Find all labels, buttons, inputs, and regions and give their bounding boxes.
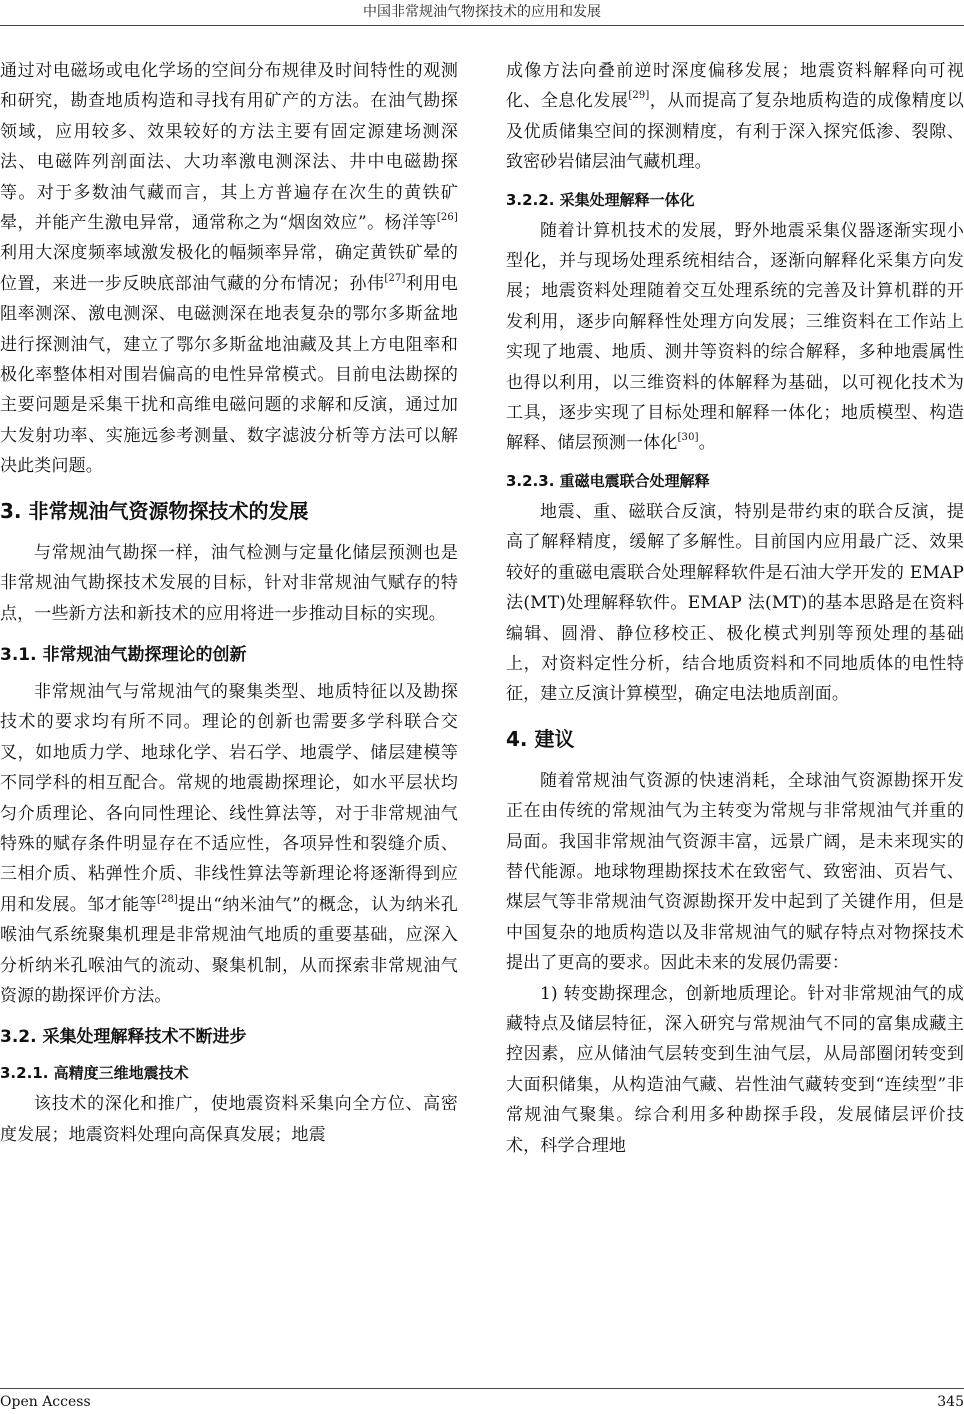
section-3-1-paragraph: 非常规油气与常规油气的聚集类型、地质特征以及勘探技术的要求均有所不同。理论的创新也需要多学科联合交叉，如地质力学、地球化学、岩石学、地震学、储层建模等不同学科的相互配合。常规的地震勘探理论，如水平层状均匀介质理论、各向同性理论、线性算法等，对于非常规油气特殊的赋存条件明显存在不适应性，各项异性和裂缝介质、三相介质、粘弹性介质、非线性算法等新理论将逐渐得到应用和发展。邹才能等[28]提出“纳米油气”的概念，认为纳米孔喉油气系统聚集机理是非常规油气地质的重要基础，应深入分析纳米孔喉油气的流动、聚集机制，从而探索非常规油气资源的勘探评价方法。	[0, 681, 458, 1006]
section-4-heading: 4. 建议	[506, 726, 575, 751]
section-3-2-3-paragraph: 地震、重、磁联合反演，特别是带约束的联合反演，提高了解释精度，缓解了多解性。目前国内应用最广泛、效果较好的重磁电震联合处理解释软件是石油大学开发的 EMAP 法(MT)处理解释软件。EMAP 法(MT)的基本思路是在资料编辑、圆滑、静位移校正、极化模式判别等预处理的基础上，对资料定性分析，结合地质资料和不同地质体的电性特征，建立反演计算模型，确定电法地质剖面。	[506, 501, 964, 705]
section-3-2-heading: 3.2. 采集处理解释技术不断进步	[0, 1027, 247, 1048]
running-header: 中国非常规油气物探技术的应用和发展	[363, 4, 601, 20]
section-3-1-heading: 3.1. 非常规油气勘探理论的创新	[0, 644, 247, 665]
footer-rule	[0, 1388, 964, 1389]
paragraph-electrical-prospecting: 通过对电磁场或电化学场的空间分布规律及时间特性的观测和研究，勘查地质构造和寻找有用矿产的方法。在油气勘探领域，应用较多、效果较好的方法主要有固定源建场测深法、电磁阵列剖面法、大功率激电测深法、井中电磁勘探等。对于多数油气藏而言，其上方普遍存在次生的黄铁矿晕，并能产生激电异常，通常称之为“烟囱效应”。杨洋等[26]利用大深度频率域激发极化的幅频率异常，确定黄铁矿晕的位置，来进一步反映底部油气藏的分布情况；孙伟[27]利用电阻率测深、激电测深、电磁测深在地表复杂的鄂尔多斯盆地进行探测油气，建立了鄂尔多斯盆地油藏及其上方电阻率和极化率整体相对围岩偏高的电性异常模式。目前电法勘探的主要问题是采集干扰和高维电磁问题的求解和反演，通过加大发射功率、实施远参考测量、数字滤波分析等方法可以解决此类问题。	[0, 61, 458, 477]
footer-open-access: Open Access	[0, 1394, 91, 1410]
page-number: 345	[937, 1394, 964, 1410]
section-3-2-3-heading: 3.2.3. 重磁电震联合处理解释	[506, 471, 710, 490]
section-3-heading: 3. 非常规油气资源物探技术的发展	[0, 498, 309, 523]
section-4-paragraph: 随着常规油气资源的快速消耗，全球油气资源勘探开发正在由传统的常规油气为主转变为常规与非常规油气并重的局面。我国非常规油气资源丰富，远景广阔，是未来现实的替代能源。地球物理勘探技术在致密气、致密油、页岩气、煤层气等非常规油气资源勘探开发中起到了关键作用，但是中国复杂的地质构造以及非常规油气的赋存特点对物探技术提出了更高的要求。因此未来的发展仍需要：	[506, 770, 964, 974]
header-rule	[0, 25, 964, 26]
right-column	[506, 56, 964, 1161]
citation-28: [28]	[156, 893, 179, 905]
section-3-paragraph: 与常规油气勘探一样，油气检测与定量化储层预测也是非常规油气勘探技术发展的目标，针对非常规油气赋存的特点，一些新方法和新技术的应用将进一步推动目标的实现。	[0, 542, 458, 624]
section-3-2-2-heading: 3.2.2. 采集处理解释一体化	[506, 190, 695, 209]
section-3-2-2-paragraph: 随着计算机技术的发展，野外地震采集仪器逐渐实现小型化，并与现场处理系统相结合，逐渐向解释化采集方向发展；地震资料处理随着交互处理系统的完善及计算机群的开发利用，逐步向解释性处理方向发展；三维资料在工作站上实现了地震、地质、测井等资料的综合解释，多种地震属性也得以利用，以三维资料的体解释为基础，以可视化技术为工具，逐步实现了目标处理和解释一体化；地质模型、构造解释、储层预测一体化[30]。	[506, 220, 964, 454]
section-4-list-item-1: 1) 转变勘探理念，创新地质理论。针对非常规油气的成藏特点及储层特征，深入研究与常规油气不同的富集成藏主控因素，应从储油气层转变到生油气层，从局部圈闭转变到大面积储集，从构造油气藏、岩性油气藏转变到“连续型”非常规油气聚集。综合利用多种勘探手段，发展储层评价技术，科学合理地	[506, 983, 964, 1156]
citation-29: [29]	[628, 90, 650, 102]
section-3-2-1-paragraph: 该技术的深化和推广，使地震资料采集向全方位、高密度发展；地震资料处理向高保真发展；地震	[0, 1094, 458, 1145]
citation-30: [30]	[677, 432, 699, 444]
section-3-2-1-heading: 3.2.1. 高精度三维地震技术	[0, 1064, 189, 1083]
citation-26: [26]	[436, 212, 458, 224]
left-column	[0, 56, 458, 1150]
citation-27: [27]	[384, 272, 406, 284]
section-3-2-1-continued: 成像方法向叠前逆时深度偏移发展；地震资料解释向可视化、全息化发展[29]，从而提高了复杂地质构造的成像精度以及优质储集空间的探测精度，有利于深入探究低渗、裂隙、致密砂岩储层油气藏机理。	[506, 61, 964, 173]
